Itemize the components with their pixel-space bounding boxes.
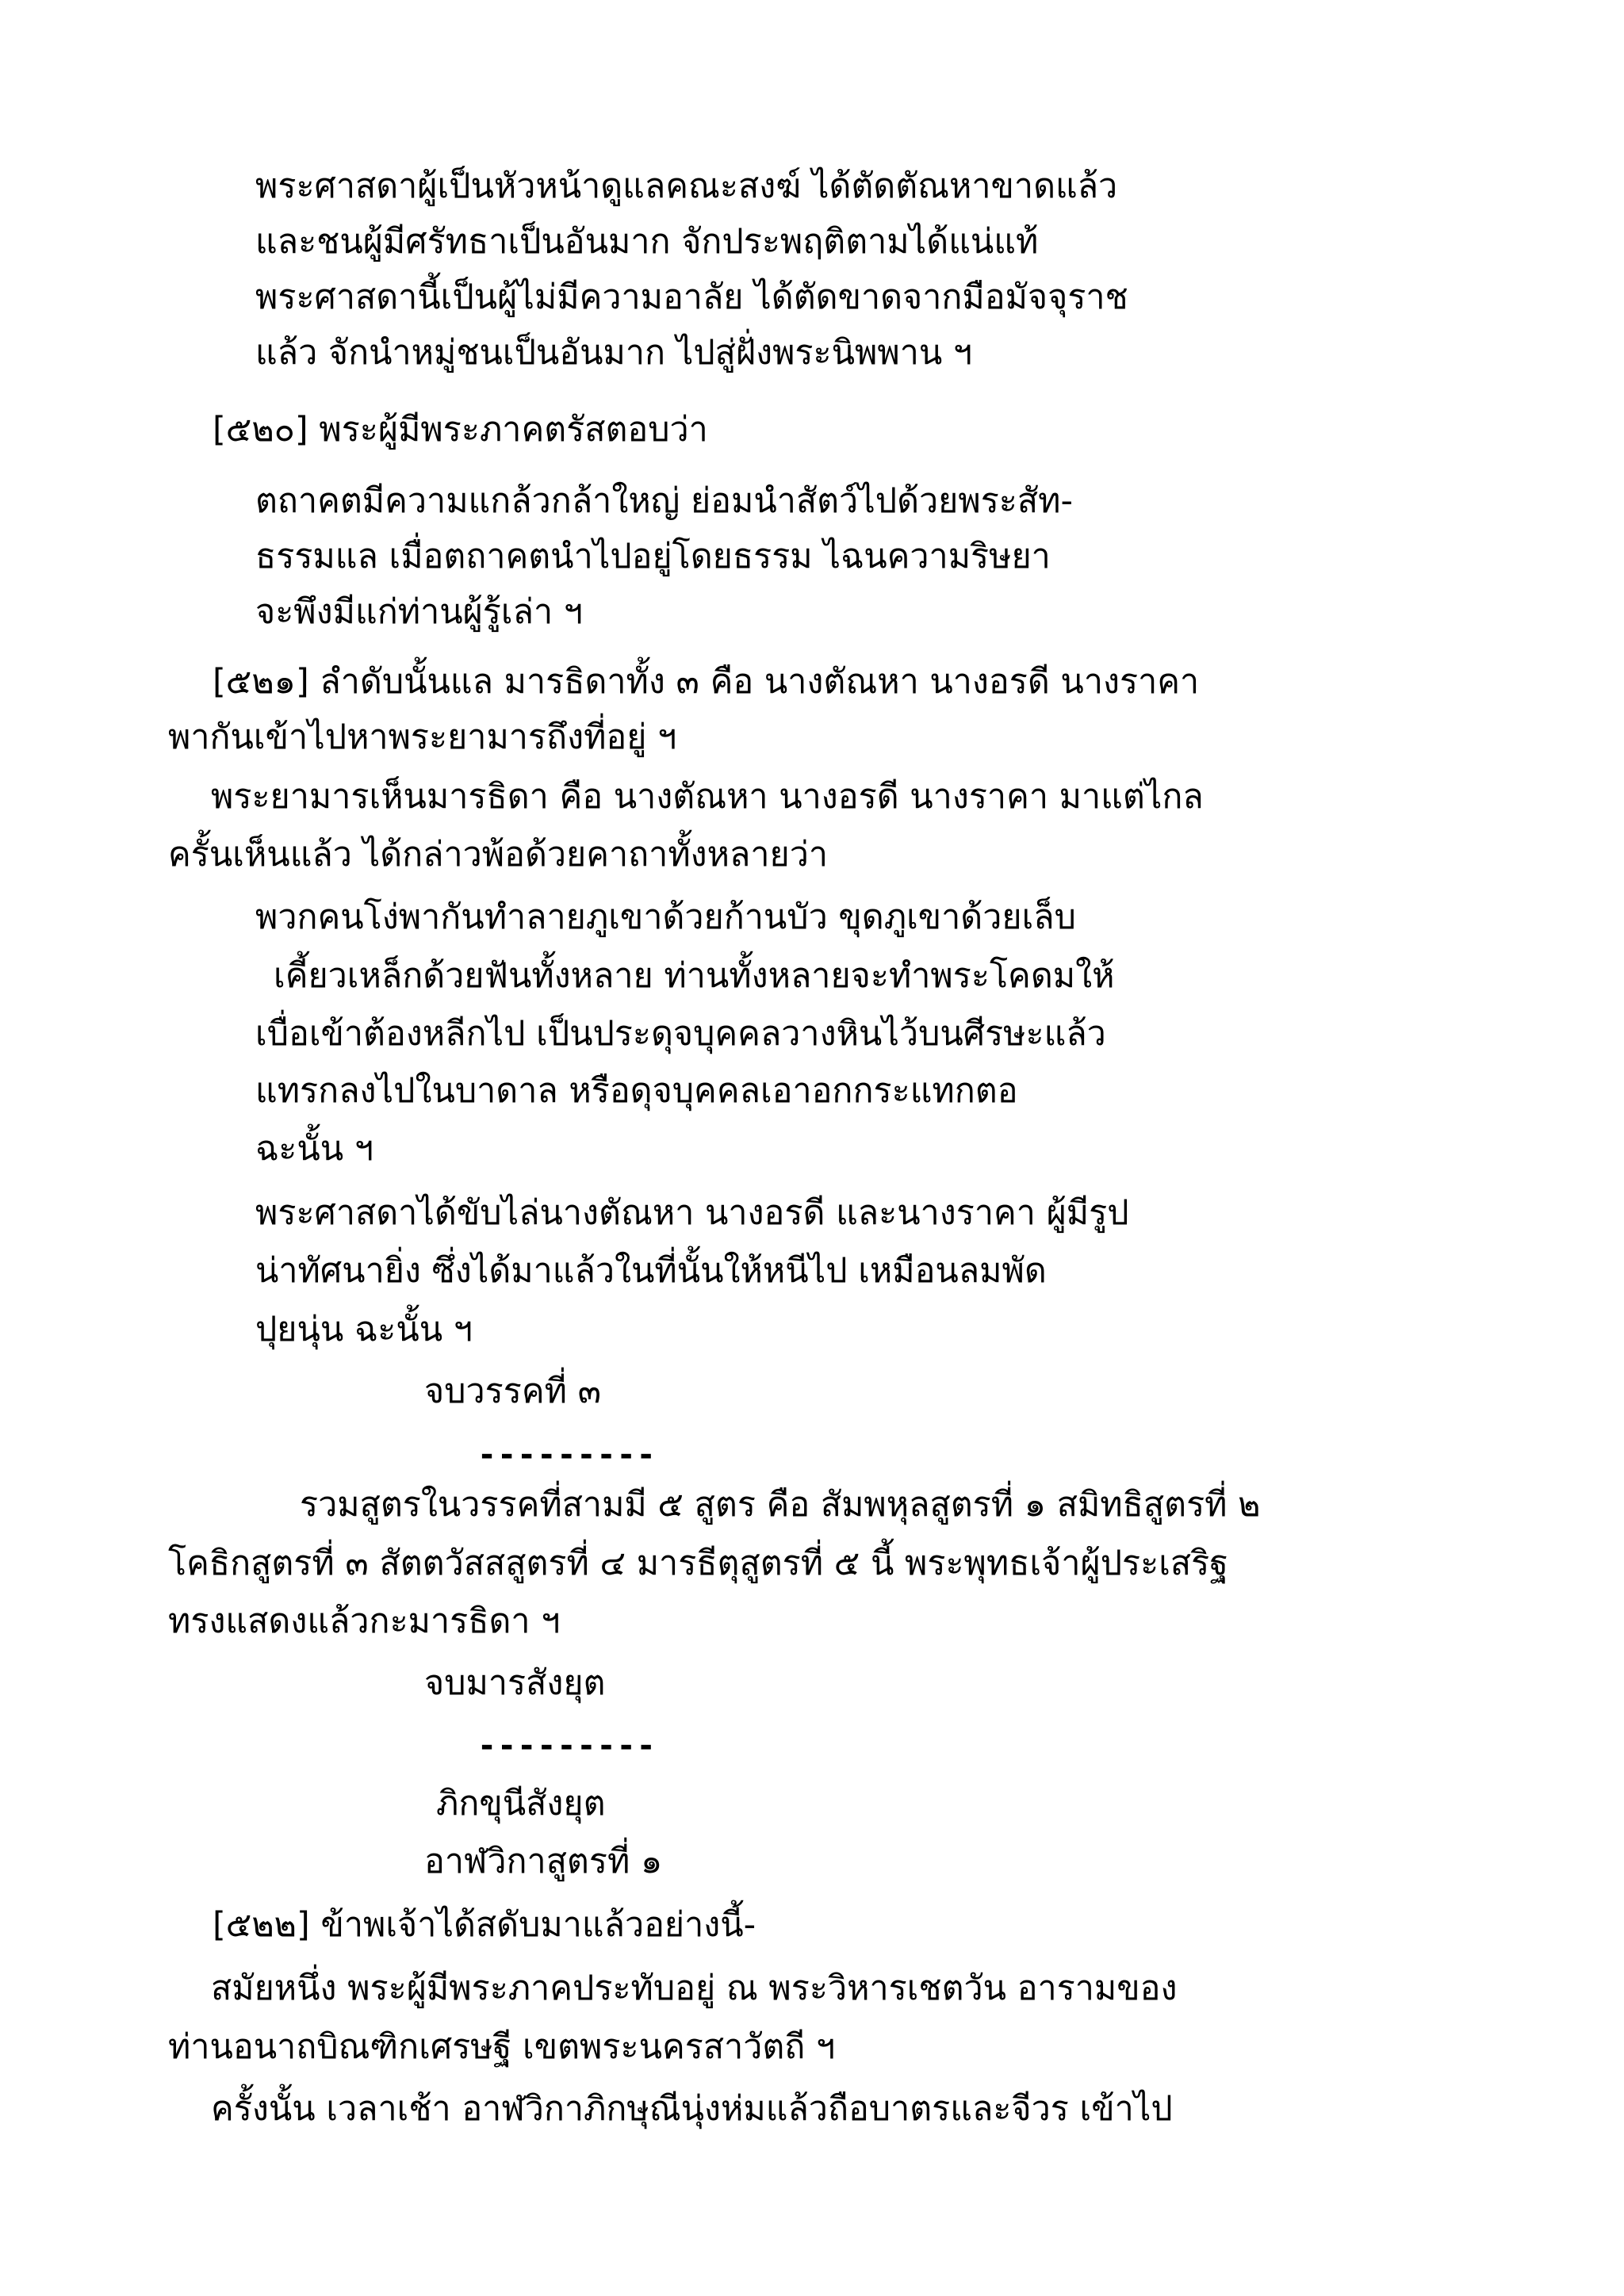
verse-line: แล้ว จักนำหมู่ชนเป็นอันมาก ไปสู่ฝั่งพระนิพพาน ฯ — [255, 333, 973, 373]
section-heading: [๕๒๒] ข้าพเจ้าได้สดับมาแล้วอย่างนี้- — [213, 1905, 756, 1945]
book-end-heading: จบมารสังยุต — [424, 1663, 606, 1703]
verse-line: พวกคนโง่พากันทำลายภูเขาด้วยก้านบัว ขุดภูเขาด้วยเล็บ — [255, 897, 1076, 937]
paragraph-line: พระยามารเห็นมารธิดา คือ นางตัณหา นางอรดี นางราคา มาแต่ไกล — [211, 777, 1204, 817]
verse-line: พระศาสดานี้เป็นผู้ไม่มีความอาลัย ได้ตัดขาดจากมือมัจจุราช — [255, 277, 1128, 317]
section-heading: [๕๒๐] พระผู้มีพระภาคตรัสตอบว่า — [213, 410, 708, 450]
chapter-end-heading: จบวรรคที่ ๓ — [424, 1372, 601, 1411]
paragraph-line: สมัยหนึ่ง พระผู้มีพระภาคประทับอยู่ ณ พระวิหารเชตวัน อารามของ — [211, 1969, 1178, 2008]
paragraph-line: ครั้งนั้น เวลาเช้า อาฬวิกาภิกษุณีนุ่งห่มแล้วถือบาตรและจีวร เข้าไป — [211, 2089, 1173, 2129]
sutta-title: อาฬวิกาสูตรที่ ๑ — [424, 1842, 663, 1881]
summary-line: ทรงแสดงแล้วกะมารธิดา ฯ — [168, 1601, 561, 1641]
section-heading: [๕๒๑] ลำดับนั้นแล มารธิดาทั้ง ๓ คือ นางตัณหา นางอรดี นางราคา — [213, 662, 1200, 702]
paragraph-line: ครั้นเห็นแล้ว ได้กล่าวพ้อด้วยคาถาทั้งหลายว่า — [168, 835, 828, 874]
section-separator: --------- — [477, 1728, 657, 1764]
verse-line: แทรกลงไปในบาดาล หรือดุจบุคคลเอาอกกระแทกตอ — [255, 1071, 1018, 1111]
verse-line: พระศาสดาผู้เป็นหัวหน้าดูแลคณะสงฆ์ ได้ตัดตัณหาขาดแล้ว — [255, 166, 1118, 206]
verse-line: และชนผู้มีศรัทธาเป็นอันมาก จักประพฤติตามได้แน่แท้ — [255, 222, 1039, 262]
paragraph-line: ท่านอนาถบิณฑิกเศรษฐี เขตพระนครสาวัตถี ฯ — [168, 2027, 836, 2067]
summary-line: โคธิกสูตรที่ ๓ สัตตวัสสสูตรที่ ๔ มารธีตุสูตรที่ ๕ นี้ พระพุทธเจ้าผู้ประเสริฐ — [168, 1544, 1228, 1583]
verse-line: พระศาสดาได้ขับไล่นางตัณหา นางอรดี และนางราคา ผู้มีรูป — [255, 1193, 1129, 1233]
paragraph-line: พากันเข้าไปหาพระยามารถึงที่อยู่ ฯ — [168, 718, 677, 757]
verse-line: น่าทัศนายิ่ง ซึ่งได้มาแล้วในที่นั้นให้หนีไป เหมือนลมพัด — [255, 1251, 1047, 1291]
book-title: ภิกขุนีสังยุต — [436, 1784, 606, 1823]
verse-line: ตถาคตมีความแกล้วกล้าใหญ่ ย่อมนำสัตว์ไปด้วยพระสัท- — [255, 481, 1074, 521]
section-separator: --------- — [477, 1437, 657, 1473]
verse-line: ปุยนุ่น ฉะนั้น ฯ — [255, 1310, 473, 1349]
verse-line: จะพึงมีแก่ท่านผู้รู้เล่า ฯ — [255, 592, 583, 632]
verse-line: เคี้ยวเหล็กด้วยฟันทั้งหลาย ท่านทั้งหลายจะทำพระโคดมให้ — [274, 956, 1115, 996]
verse-line: ธรรมแล เมื่อตถาคตนำไปอยู่โดยธรรม ไฉนความริษยา — [255, 537, 1051, 576]
verse-line: เบื่อเข้าต้องหลีกไป เป็นประดุจบุคคลวางหินไว้บนศีรษะแล้ว — [255, 1014, 1106, 1054]
verse-line: ฉะนั้น ฯ — [255, 1129, 373, 1169]
summary-line: รวมสูตรในวรรคที่สามมี ๕ สูตร คือ สัมพหุลสูตรที่ ๑ สมิทธิสูตรที่ ๒ — [300, 1485, 1261, 1525]
